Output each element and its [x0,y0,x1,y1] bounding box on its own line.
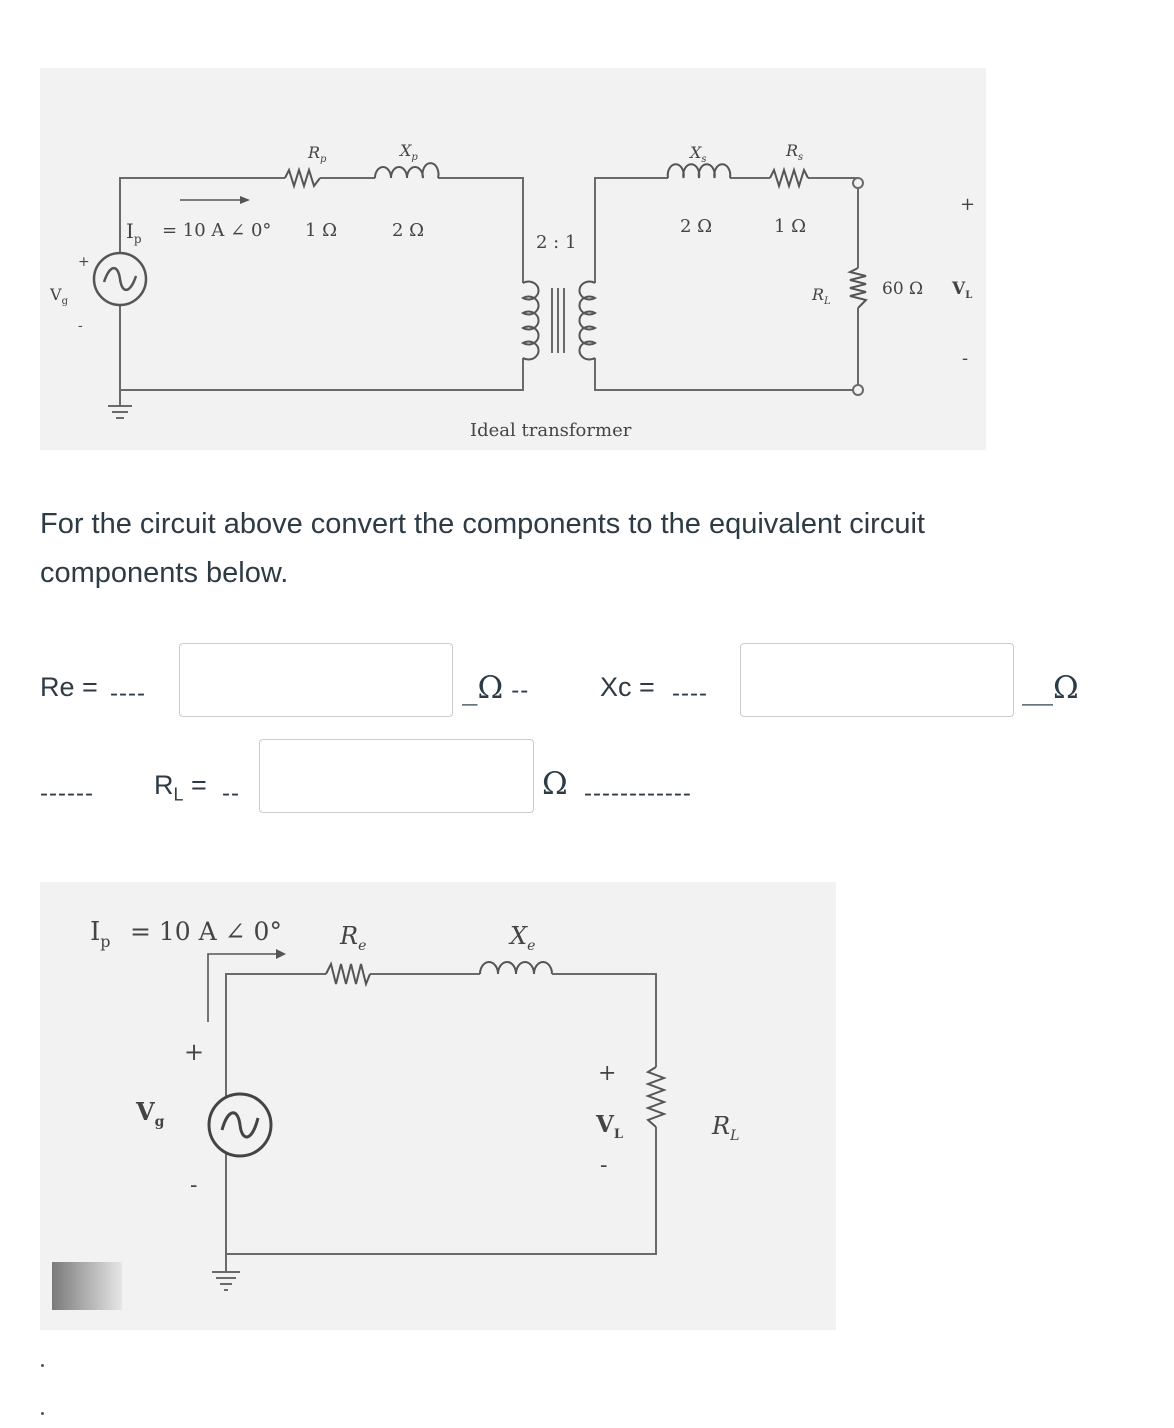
top-current-value: = 10 A ∠ 0° [162,220,272,241]
blank-dash: ---- [110,680,146,707]
bullet-dot [41,1412,44,1415]
blank-dash: ------------ [584,780,692,807]
xe-circuit-label: $X_e$ [510,922,536,954]
re-circuit-label: $R_e$ [340,922,367,954]
bottom-vl-label: $V_L$ [596,1111,623,1142]
blank-dash: ---- [672,680,708,707]
original-circuit-figure [40,68,986,450]
bottom-rl-label: $R_L$ [712,1112,740,1144]
blank-dash: ------ [40,780,94,807]
xc-label: Xc = [600,672,655,702]
bullet-dot [41,1364,44,1367]
bottom-current-value: = 10 A ∠ 0° [130,917,282,946]
blank-dash: -- [222,780,240,807]
rp-label: $R_p$ [308,143,327,165]
bottom-vg-minus: - [190,1173,198,1198]
rp-value: 1 Ω [305,220,338,241]
rl-label: $R_L$ = [154,770,207,805]
resistor-icon [850,268,866,308]
xp-value: 2 Ω [392,220,425,241]
bottom-vg-label: $V_g$ [136,1097,165,1130]
ac-source-icon [94,253,146,305]
rl-input[interactable] [259,739,534,813]
inductor-icon [375,163,439,178]
resistor-icon [770,170,808,186]
bottom-vl-plus: + [598,1061,617,1086]
rl-label: $R_L$ [812,285,831,307]
rl-unit: Ω [542,766,568,802]
re-unit [462,670,530,706]
scan-shadow [52,1262,122,1310]
rs-label: $R_s$ [786,141,804,163]
xc-unit [1022,670,1079,706]
vl-minus: - [962,348,969,369]
terminal-bottom [853,385,863,395]
turns-ratio: 2 : 1 [536,232,577,253]
inductor-icon [480,962,552,974]
re-input[interactable] [179,643,453,717]
equivalent-circuit-figure [40,882,836,1330]
blank-dash: -- [511,677,530,704]
inductor-icon [668,164,731,178]
bottom-vl-minus: - [600,1153,608,1178]
xs-label: $X_s$ [690,143,707,165]
ohm-symbol: Ω [1053,670,1079,706]
terminal-top [853,178,863,188]
ohm-symbol: Ω [477,670,504,706]
resistor-icon [648,1067,664,1127]
bottom-current-label: $I_p$ [90,917,111,951]
transformer-caption: Ideal transformer [470,420,632,441]
vl-plus: + [960,194,976,215]
xs-value: 2 Ω [680,216,713,237]
ac-source-icon [209,1094,271,1156]
rl-value: 60 Ω [882,279,924,299]
primary-winding-icon [523,282,539,360]
secondary-winding-icon [579,282,595,360]
blank-dash: _ [462,670,478,706]
vg-minus: - [78,318,83,334]
vg-plus: + [78,254,90,270]
vl-label: $V_L$ [952,279,973,301]
original-circuit-diagram [40,68,986,450]
xp-label: $X_p$ [400,141,418,163]
resistor-icon [326,964,370,984]
blank-dash: __ [1022,670,1053,706]
equivalent-circuit-diagram [40,882,836,1330]
bottom-vg-plus: + [184,1038,205,1066]
question-text: For the circuit above convert the components to the equivalent circuit components below. [40,508,925,589]
top-current-label: $I_p$ [126,219,142,246]
rs-value: 1 Ω [774,216,807,237]
resistor-icon [285,170,320,186]
vg-label: $V_g$ [50,285,68,307]
xc-input[interactable] [740,643,1014,717]
re-label: Re = [40,672,98,702]
